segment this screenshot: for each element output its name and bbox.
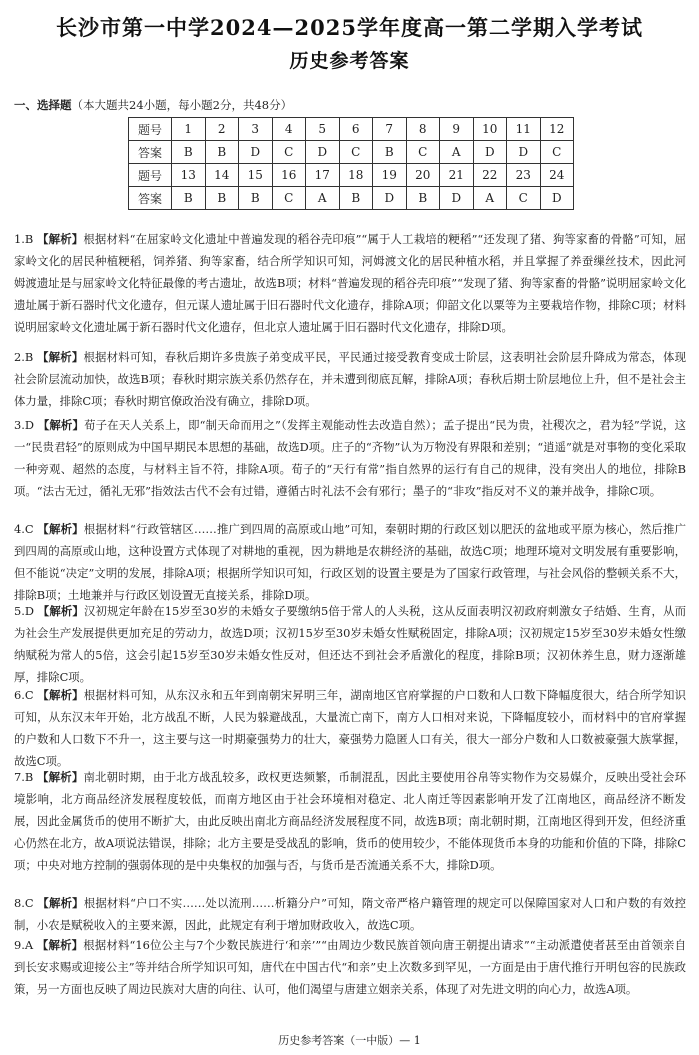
page-title: 长沙市第一中学2024—2025学年度高一第二学期入学考试 [56,15,643,40]
question-number: 11 [507,118,541,141]
answer-cell: B [339,187,373,210]
item-text: 南北朝时期，由于北方战乱较多，政权更迭频繁，币制混乱，因此主要使用谷帛等实物作为交易媒介，反映出受社会环境影响，北方商品经济发展程度较低，而南方地区由于社会环境相对稳定、北人南迁等因素影响开发了江南地区，商品经济不断发展，因此金属货币的使用不断扩大，由此反映出南北方商品经济发展程度不同，故选B项；南北朝时期，江南地区得到开发，但经济重心仍然在北方，故A项说法错误，排除；北方主要是受战乱的影响，货币的使用较少，不能体现货币本身的功能和价值的下降，排除C项；中央对地方控制的强弱体现的是中央集权的加强与否，与货币是否流通关系不大，排除D项。 [14,770,686,872]
item-number: 2.B [14,350,34,364]
question-number: 12 [540,118,574,141]
section-label: 一、选择题 [14,98,72,112]
item-text: 根据材料可知，春秋后期许多贵族子弟变成平民，平民通过接受教育变成士阶层，这表明社会阶层升降成为常态，体现社会阶层流动加快，故选B项；春秋时期宗族关系仍然存在，并未遭到彻底瓦解，排除A项；春秋后期士阶层地位上升，但不是社会主体力量，排除C项；春秋时期官僚政治没有确立，排除D项。 [14,350,686,408]
analysis-tag: 【解析】 [37,896,84,910]
analysis-tag: 【解析】 [36,938,84,952]
question-number: 9 [440,118,474,141]
answer-cell: B [373,141,407,164]
row-label: 题号 [129,164,172,187]
item-number: 5.D [14,604,35,618]
page-subtitle: 历史参考答案 [289,50,410,72]
answer-cell: D [540,187,574,210]
question-number: 7 [373,118,407,141]
question-number: 13 [172,164,206,187]
page-footer: 历史参考答案（一中版）— 1 [278,1034,421,1047]
answer-cell: C [507,187,541,210]
question-number: 15 [239,164,273,187]
analysis-tag: 【解析】 [37,688,84,702]
table-row-answers-2 [129,187,574,210]
question-number: 10 [473,118,507,141]
answer-cell: B [205,187,239,210]
table-row-numbers-2 [129,164,574,187]
analysis-tag: 【解析】 [37,350,84,364]
answer-cell: D [440,187,474,210]
question-number: 23 [507,164,541,187]
answer-cell: C [540,141,574,164]
item-number: 6.C [14,688,34,702]
answer-cell: B [406,187,440,210]
item-number: 7.B [14,770,34,784]
answer-cell: C [339,141,373,164]
question-number: 2 [205,118,239,141]
section-heading [14,97,292,113]
answer-cell: B [172,187,206,210]
explanation-item [14,892,686,936]
question-number: 16 [272,164,306,187]
analysis-tag: 【解析】 [37,522,84,536]
item-number: 8.C [14,896,34,910]
explanation-item [14,518,686,606]
row-label: 答案 [129,141,172,164]
explanation-item [14,600,686,688]
answer-table [128,117,574,210]
item-text: 根据材料“16位公主与7个少数民族进行‘和亲’”“由周边少数民族首领向唐王朝提出请求”“主动派遣使者甚至由首领亲自到长安求赐或迎接公主”等并结合所学知识可知，唐代在中国古代“和亲”史上次数多到罕见，一方面是由于唐代推行开明包容的民族政策，另一方面也反映了周边民族对大唐的向往、认可，他们渴望与唐建立姻亲关系，体现了对先进文明的向心力，故选A项。 [14,938,686,996]
section-note: （本大题共24小题，每小题2分，共48分） [71,98,293,112]
item-text: 根据材料“户口不实……处以流刑……析籍分户”可知，隋文帝严格户籍管理的规定可以保障国家对人口和户数的有效控制，小农是赋税收入的主要来源，因此，此规定有利于增加财政收入，故选C项。 [14,896,686,932]
item-number: 1.B [14,232,34,246]
item-text: 汉初规定年龄在15岁至30岁的未婚女子要缴纳5倍于常人的人头税，这从反面表明汉初政府刺激女子结婚、生育，从而为社会生产发展提供更加充足的劳动力，故选D项；汉初15岁至30岁未婚女性赋税固定，排除A项；汉初规定15岁至30岁未婚女性缴纳赋税为常人的5倍，这会引起15岁至30岁未婚女性反对，但还达不到社会矛盾激化的程度，排除B项；汉初休养生息，财力逐渐雄厚，排除C项。 [14,604,686,684]
answer-cell: C [406,141,440,164]
explanation-item [14,766,686,876]
question-number: 5 [306,118,340,141]
answer-cell: D [373,187,407,210]
item-text: 荀子在天人关系上，即“制天命而用之”（发挥主观能动性去改造自然）；孟子提出“民为贵，社稷次之，君为轻”学说，这一“民贵君轻”的原则成为中国早期民本思想的基础，故选D项。庄子的“齐物”认为万物没有界限和差别；“逍遥”就是对事物的变化采取一种旁观、超然的态度，与材料主旨不符，排除A项。荀子的“天行有常”指自然界的运行有自己的规律，没有突出人的地位，排除B项。“法古无过，循礼无邪”指效法古代不会有过错，遵循古时礼法不会有邪行；墨子的“非攻”指反对不义的兼并战争，排除C项。 [14,418,686,498]
row-label: 答案 [129,187,172,210]
question-number: 24 [540,164,574,187]
question-number: 6 [339,118,373,141]
item-text: 根据材料“在屈家岭文化遗址中普遍发现的稻谷壳印痕”“属于人工栽培的粳稻”“还发现了猪、狗等家畜的骨骼”可知，屈家岭文化的居民种植粳稻，饲养猪、狗等家畜，结合所学知识可知，河姆渡文化的居民种植水稻，并且掌握了养蚕缫丝技术，因此河姆渡遗址是与屈家岭文化特征最像的考古遗址，故选B项；材料“普遍发现的稻谷壳印痕”“发现了猪、狗等家畜的骨骼”说明屈家岭文化遗址属于新石器时代文化遗存，但元谋人遗址属于旧石器时代文化遗存，排除A项；仰韶文化以粟等为主要栽培作物，排除C项；材料说明屈家岭文化遗址属于新石器时代文化遗存，但北京人遗址属于旧石器时代文化遗存，排除D项。 [14,232,686,334]
answer-cell: D [473,141,507,164]
analysis-tag: 【解析】 [37,418,85,432]
question-number: 1 [172,118,206,141]
question-number: 18 [339,164,373,187]
question-number: 21 [440,164,474,187]
explanation-item [14,934,686,1000]
explanation-item [14,414,686,502]
question-number: 8 [406,118,440,141]
explanation-item [14,684,686,772]
analysis-tag: 【解析】 [37,770,84,784]
item-text: 根据材料可知，从东汉永和五年到南朝宋昇明三年，湖南地区官府掌握的户口数和人口数下降幅度很大，结合所学知识可知，从东汉末年开始，北方战乱不断，人民为躲避战乱，大量流亡南下，南方人口相对来说，下降幅度较小，而材料中的官府掌握的户数和人口数下不升一，这主要与这一时期豪强势力的壮大，豪强势力隐匿人口有关，很大一部分户数和人口数被豪强大族掌握，故选C项。 [14,688,686,768]
item-number: 9.A [14,938,34,952]
question-number: 14 [205,164,239,187]
question-number: 3 [239,118,273,141]
answer-cell: D [306,141,340,164]
answer-cell: B [205,141,239,164]
question-number: 20 [406,164,440,187]
explanation-item [14,228,686,338]
answer-cell: B [172,141,206,164]
answer-cell: A [440,141,474,164]
answer-cell: D [507,141,541,164]
item-number: 3.D [14,418,35,432]
answer-cell: D [239,141,273,164]
answer-cell: C [272,141,306,164]
table-row-numbers-1 [129,118,574,141]
answer-cell: C [272,187,306,210]
answer-cell: A [306,187,340,210]
question-number: 19 [373,164,407,187]
answer-cell: B [239,187,273,210]
question-number: 4 [272,118,306,141]
question-number: 17 [306,164,340,187]
table-row-answers-1 [129,141,574,164]
row-label: 题号 [129,118,172,141]
answer-cell: A [473,187,507,210]
question-number: 22 [473,164,507,187]
explanation-item [14,346,686,412]
analysis-tag: 【解析】 [37,232,84,246]
item-number: 4.C [14,522,34,536]
item-text: 根据材料“行政管辖区……推广到四周的高原或山地”可知，秦朝时期的行政区划以肥沃的盆地或平原为核心，然后推广到四周的高原或山地，这种设置方式体现了对耕地的重视，因为耕地是农耕经济的基础，故选C项；地理环境对文明发展有重要影响，但不能说“决定”文明的发展，排除A项；根据所学知识可知，行政区划的设置主要是为了国家行政管理，与社会风俗的整顿关系不大，排除B项；土地兼并与行政区划设置无直接关系，排除D项。 [14,522,686,602]
analysis-tag: 【解析】 [37,604,84,618]
